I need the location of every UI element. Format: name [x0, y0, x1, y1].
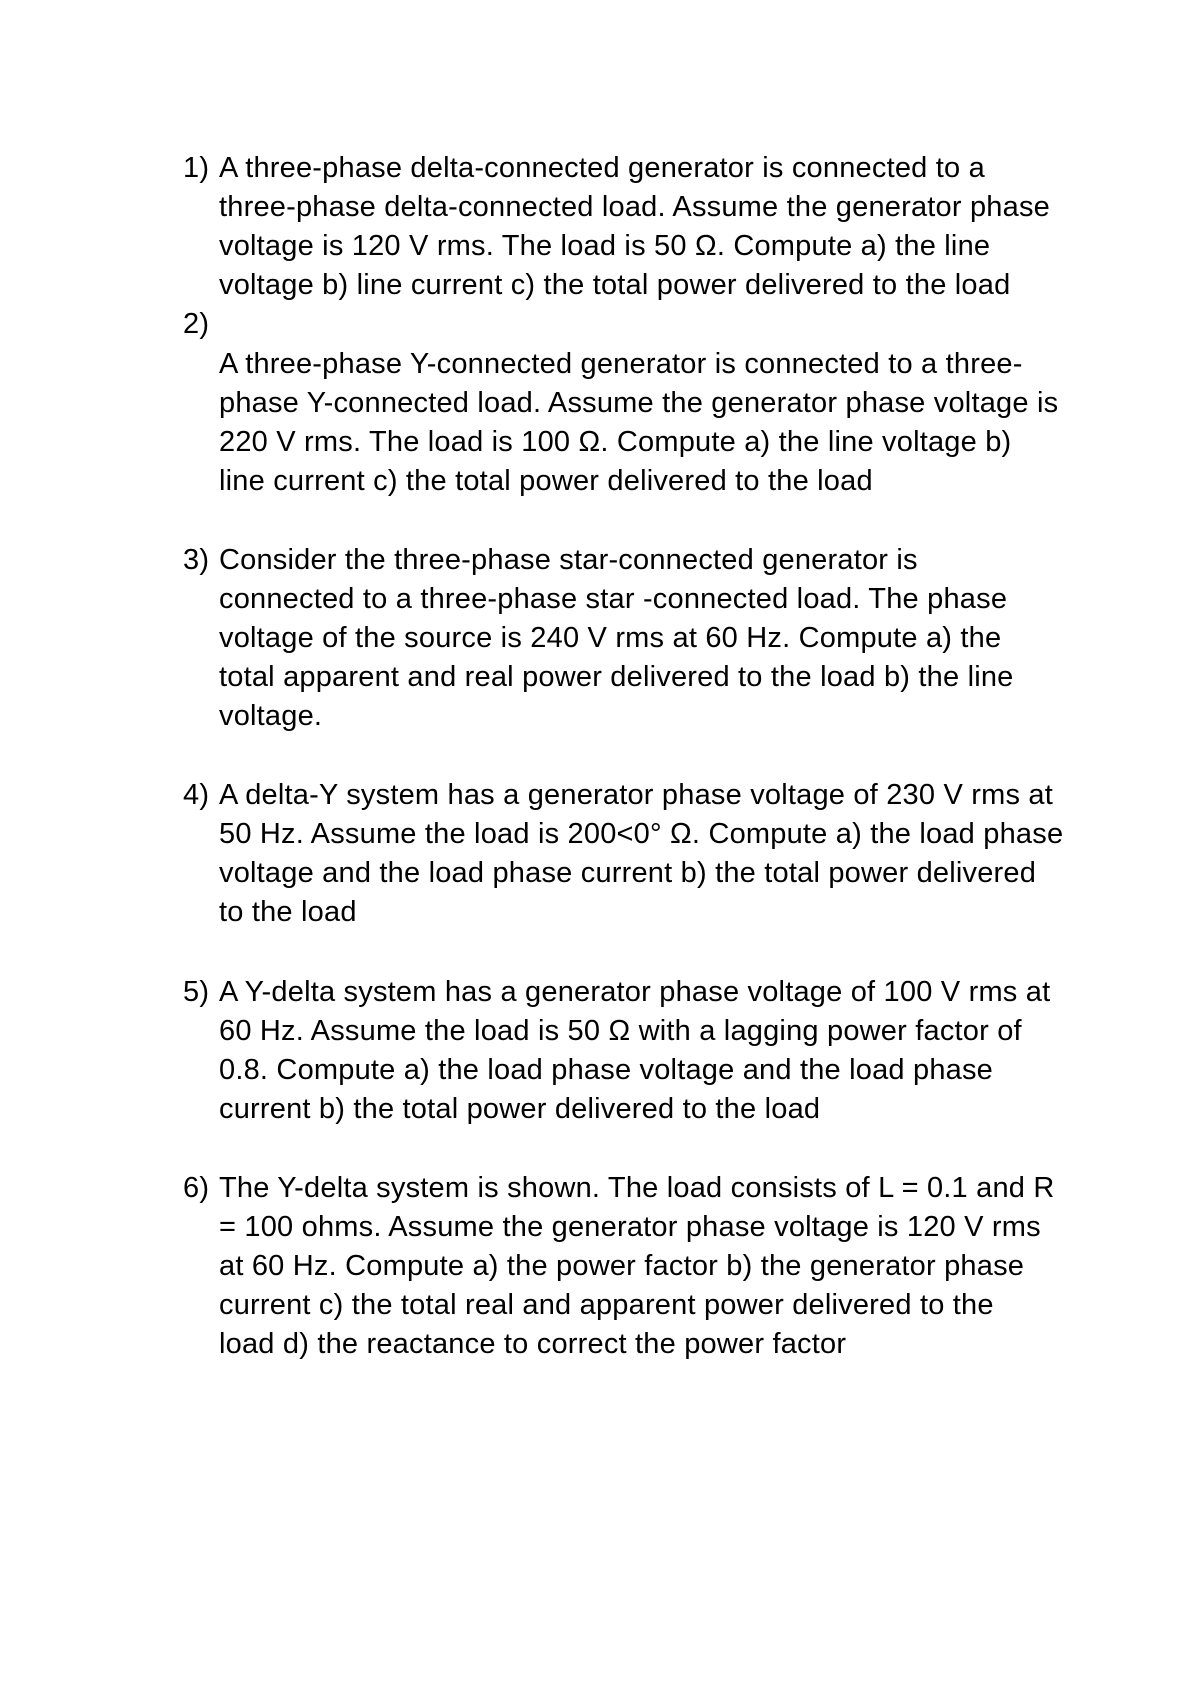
problem-5-line-1: A Y-delta system has a generator phase voltage of 100 V rms at: [219, 976, 1051, 1008]
problem-4-line-1: A delta-Y system has a generator phase voltage of 230 V rms at: [219, 779, 1054, 811]
problem-6-line-3: at 60 Hz. Compute a) the power factor b) the generator phase: [219, 1250, 1025, 1282]
problem-1-number: 1): [183, 152, 210, 184]
problem-6-line-2: = 100 ohms. Assume the generator phase voltage is 120 V rms: [219, 1211, 1041, 1243]
problem-3-line-2: connected to a three-phase star -connected load. The phase: [219, 583, 1008, 615]
problem-2-line-1: A three-phase Y-connected generator is connected to a three-: [219, 348, 1023, 380]
problem-2-line-4: line current c) the total power delivered to the load: [219, 465, 873, 497]
problem-3-line-5: voltage.: [219, 700, 323, 732]
problem-1-line-3: voltage is 120 V rms. The load is 50 Ω. Compute a) the line: [219, 230, 991, 262]
problem-4-line-3: voltage and the load phase current b) the total power delivered: [219, 857, 1037, 889]
problem-1-line-4: voltage b) line current c) the total power delivered to the load: [219, 269, 1011, 301]
problem-4-number: 4): [183, 779, 210, 811]
problem-5-line-2: 60 Hz. Assume the load is 50 Ω with a lagging power factor of: [219, 1015, 1022, 1047]
problem-5-line-4: current b) the total power delivered to the load: [219, 1093, 821, 1125]
problem-2-line-2: phase Y-connected load. Assume the generator phase voltage is: [219, 387, 1059, 419]
problem-5-number: 5): [183, 976, 210, 1008]
problem-3-number: 3): [183, 544, 210, 576]
problem-2-number: 2): [183, 308, 210, 340]
problem-4-line-2: 50 Hz. Assume the load is 200<0° Ω. Compute a) the load phase: [219, 818, 1064, 850]
problem-4-line-4: to the load: [219, 896, 357, 928]
problem-6-line-5: load d) the reactance to correct the power factor: [219, 1328, 847, 1360]
problem-3-line-4: total apparent and real power delivered to the load b) the line: [219, 661, 1014, 693]
problem-2-line-3: 220 V rms. The load is 100 Ω. Compute a) the line voltage b): [219, 426, 1012, 458]
problem-1-line-1: A three-phase delta-connected generator is connected to a: [219, 152, 985, 184]
problem-6-line-1: The Y-delta system is shown. The load consists of L = 0.1 and R: [219, 1172, 1055, 1204]
problem-1-line-2: three-phase delta-connected load. Assume the generator phase: [219, 191, 1050, 223]
problem-6-line-4: current c) the total real and apparent power delivered to the: [219, 1289, 994, 1321]
problem-3-line-1: Consider the three-phase star-connected generator is: [219, 544, 918, 576]
problem-6-number: 6): [183, 1172, 210, 1204]
problem-5-line-3: 0.8. Compute a) the load phase voltage and the load phase: [219, 1054, 994, 1086]
problem-3-line-3: voltage of the source is 240 V rms at 60 Hz. Compute a) the: [219, 622, 1002, 654]
